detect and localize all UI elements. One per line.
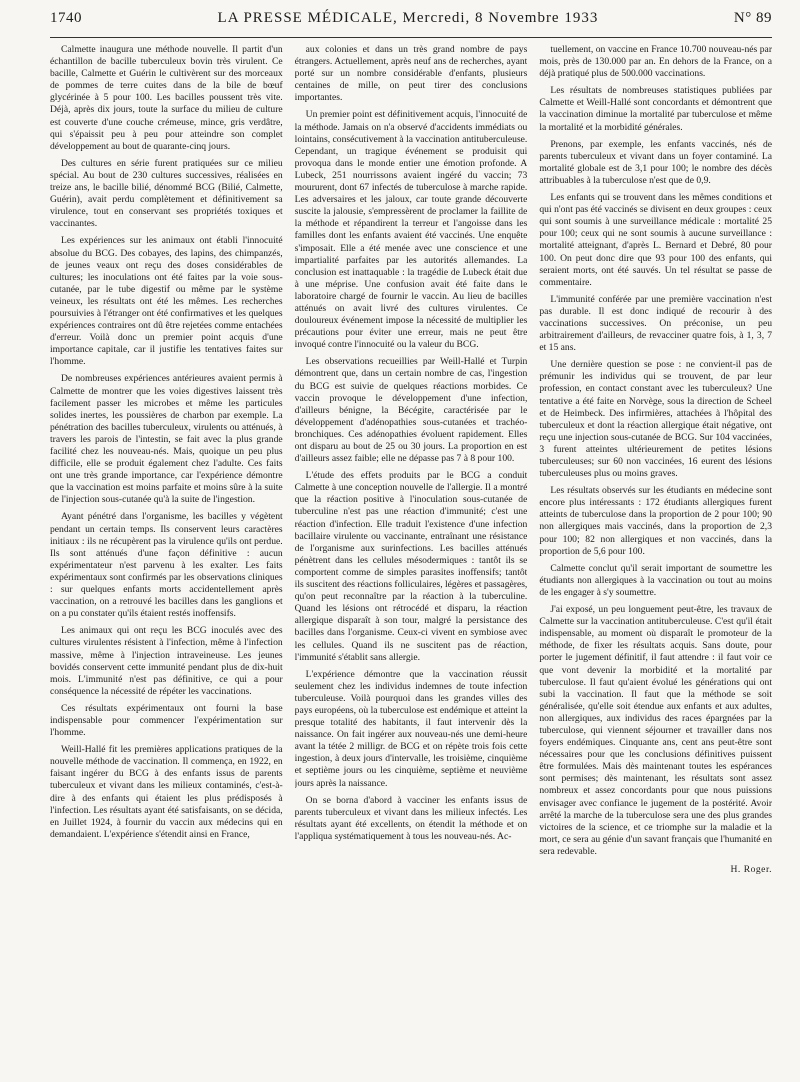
author-signature: H. Roger. [730, 864, 772, 875]
paragraph: Des cultures en série furent pratiquées sur ce milieu spécial. Au bout de 230 cultures successives, réalisées en treize ans, le bacille bilié, dénommé BCG (Bilié, Calmette, Guérin), avait perdu complètement et définitivement sa virulence, tout en conservant ses propriétés toxiques et vaccinantes. [50, 157, 283, 230]
paragraph: J'ai exposé, un peu longuement peut-être, les travaux de Calmette sur la vaccination antituberculeuse. C'est qu'il était indispensable, au moment où disparaît le promoteur de la méthode, de fixer les résultats acquis. Sans doute, pour porter le jugement définitif, il faut attendre : il faut voir ce que vont devenir la morbidité et la mortalité par tuberculose. Il faut qu'aient évolué les générations qui ont subi la vaccination. Il faut que la méthode se soit généralisée, qu'elle soit étendue aux enfants et aux adultes, non allergiques, aux individus des races épargnées par la tuberculose, qui viennent séjourner et travailler dans nos foyers endémiques. Cinquante ans, cent ans peut-être sont nécessaires pour que les conclusions définitives puissent être formulées. Mais dès maintenant toutes les espérances sont permises; dès maintenant, les résultats sont assez nombreux et assez concordants pour que nous puissions envisager avec confiance le jugement de la postérité. Avoir arrêté la marche de la tuberculose sera une des plus grandes victoires de la science, et ce triomphe sur la maladie et la mort, ce sera au génie d'un savant français que l'humanité en sera redevable. [539, 604, 772, 857]
article-columns [50, 44, 772, 1074]
paragraph: Ayant pénétré dans l'organisme, les bacilles y végètent pendant un certain temps. Ils conservent leurs caractères initiaux : ils ne récupèrent pas la virulence qu'ils ont perdue. Ils sont atténués d'une façon définitive : aucun expérimentateur n'est parvenu à les exalter. Les faits expérimentaux sont confirmés par les observations cliniques : sur quelques enfants morts accidentellement après vaccination, on a retrouvé les bacilles dans les ganglions et on a pu constater qu'ils étaient restés inoffensifs. [50, 511, 283, 620]
paragraph: L'immunité conférée par une première vaccination n'est pas durable. Il est donc indiqué de recourir à des vaccinations successives. On préconise, un peu arbitrairement d'ailleurs, de revacciner quatre fois, à 1, 3, 7 et 15 ans. [539, 293, 772, 354]
paragraph: Weill-Hallé fit les premières applications pratiques de la nouvelle méthode de vaccination. Il commença, en 1922, en faisant ingérer du BCG à des enfants issus de parents tuberculeux et vivant dans les milieux contaminés, c'est-à-dire à des enfants qui étaient les plus prédisposés à l'infection. Les résultats ayant été satisfaisants, on se décida, en Juillet 1924, à fournir du vaccin aux médecins qui en demandaient. L'expérience s'étendit ainsi en France, [50, 744, 283, 840]
paragraph: Ces résultats expérimentaux ont fourni la base indispensable pour commencer l'expérimentation sur l'homme. [50, 702, 283, 739]
column-3 [539, 44, 772, 1074]
paragraph: Les expériences sur les animaux ont établi l'innocuité absolue du BCG. Des cobayes, des lapins, des chimpanzés, de jeunes veaux ont reçu des doses considérables de cultures; les inoculations ont été faites par la voie sous-cutanée, par le tube digestif ou même par le système veineux, les résultats ont été les mêmes. Les recherches poursuivies à l'étranger ont été confirmatives et les quelques expériences contraires ont dû être rejetées comme entachées d'erreur. Voilà donc un premier point acquis d'une importance capitale, car il justifie les tentatives faites sur l'homme. [50, 235, 283, 368]
paragraph: Une dernière question se pose : ne convient-il pas de prémunir les individus qui se trouvent, de par leur profession, en contact constant avec les tuberculeux? Une tentative a été faite en Norvège, sous la direction de Scheel et de Heimbeck. Des infirmières, attachées à l'hôpital des tuberculeux et dont la réaction allergique était négative, ont reçu une injection sous-cutanée de BCG. Sur 104 vaccinées, 3 furent atteintes ultérieurement de petites lésions tuberculeuses; sur 60 non vaccinées, 16 eurent des lésions tuberculeuses plus ou moins graves. [539, 359, 772, 480]
paragraph: Les résultats observés sur les étudiants en médecine sont encore plus intéressants : 172 étudiants allergiques furent atteints de tuberculose dans la proportion de 2 pour 100; 90 non allergiques mais vaccinés, dans la proportion de 2,3 pour 100; 82 non allergiques et non vaccinés, dans la proportion de 5,6 pour 100. [539, 485, 772, 557]
paragraph: tuellement, on vaccine en France 10.700 nouveau-nés par mois, près de 130.000 par an. En dehors de la France, on a déjà pratiqué plus de 500.000 vaccinations. [539, 44, 772, 80]
paragraph: Calmette inaugura une méthode nouvelle. Il partit d'un échantillon de bacille tuberculeux bovin très virulent. Ce bacille, Calmette et Guérin le cultivèrent sur des morceaux de pommes de terre cuites dans de la bile de bœuf glycérinée à 5 pour 100. Les bacilles poussent très vite. Déjà, après dix jours, toute la surface du milieu de culture est couverte d'une couche crémeuse, mince, gris verdâtre, qui s'épaissit peu à peu pour atteindre son complet développement au bout de quarante-cinq jours. [50, 44, 283, 152]
paragraph: L'expérience démontre que la vaccination réussit seulement chez les individus indemnes de toute infection tuberculeuse. Voilà pourquoi dans les grandes villes des pays européens, où la tuberculose est endémique et atteint la presque totalité des habitants, il faut intervenir dès la naissance. On fait ingérer aux nouveau-nés une demi-heure avant la tétée 2 milligr. de BCG et on répète trois fois cette ingestion, à deux jours d'intervalle, les troisième, cinquième et septième jours ou les cinquième, septième et neuvième jours après la naissance. [294, 668, 528, 789]
journal-title: LA PRESSE MÉDICALE, Mercredi, 8 Novembre 1933 [217, 10, 599, 26]
paragraph: Prenons, par exemple, les enfants vaccinés, nés de parents tuberculeux et vivant dans un foyer contaminé. La mortalité globale est de 3,1 pour 100; le nombre des décès attribuables à la tuberculose n'est que de 0,9. [539, 138, 772, 186]
issue-number: N° 89 [733, 10, 772, 26]
paragraph: Les résultats de nombreuses statistiques publiées par Calmette et Weill-Hallé sont concordants et démontrent que la vaccination diminue la mortalité par tuberculose et même la mortalité et la morbidité générales. [539, 85, 772, 133]
paragraph: aux colonies et dans un très grand nombre de pays étrangers. Actuellement, après neuf ans de recherches, ayant porté sur un nombre considérable d'enfants, plusieurs centaines de mille, on peut tirer des conclusions importantes. [294, 44, 528, 104]
page-number: 1740 [50, 10, 82, 26]
paragraph: De nombreuses expériences antérieures avaient permis à Calmette de montrer que les voies digestives laissent très facilement passer les microbes et même les particules solides inertes, les poussières de charbon par exemple. La pénétration des bacilles tuberculeux, virulents ou atténués, à travers les parois de l'intestin, se fait avec la plus grande facilité chez les nouveau-nés. Mais, quoique un peu plus difficile, elle se produit également chez l'adulte. Ces faits ont une très grande importance, car l'expérience démontre que la vaccination est moins parfaite et moins sûre à la suite de l'injection sous-cutanée qu'à la suite de l'ingestion. [50, 373, 283, 506]
paragraph: Les enfants qui se trouvent dans les mêmes conditions et qui n'ont pas été vaccinés se divisent en deux groupes : ceux qui sont soumis à une surveillance médicale : mortalité 25 pour 100; ceux qui ne sont soumis à aucune surveillance : mortalité atteignant, d'après L. Bernard et Debré, 80 pour 100. On peut donc dire que 93 pour 100 des enfants, qui seraient morts, ont été sauvés. Un tel résultat se passe de commentaire. [539, 192, 772, 288]
paragraph: Un premier point est définitivement acquis, l'innocuité de la méthode. Jamais on n'a observé d'accidents immédiats ou lointains, consécutivement à la vaccination antituberculeuse. Cependant, un tragique événement se produisit qui provoqua dans le monde entier une émotion profonde. A Lubeck, 251 nourrissons avaient ingéré du vaccin; 73 moururent, dont 67 infectés de tuberculose à marche rapide. Les adversaires et les jaloux, car toute grande découverte suscite la jalousie, s'empressèrent de proclamer la faillite de la méthode et répandirent la terreur et l'angoisse dans les familles dont les enfants avaient été vaccinés. Une enquête s'imposait. Elle a été menée avec une conscience et une impartialité parfaites par les autorités allemandes. La conclusion est inattaquable : la tragédie de Lubeck était due à une méprise. Une confusion avait été faite dans le laboratoire chargé de fournir le vaccin. Au lieu de bacilles atténués on avait livré des cultures virulentes. Ce douloureux événement impose la nécessité de multiplier les précautions pour éviter une erreur, mais ne peut être invoqué contre l'innocuité ou la valeur du BCG. [294, 109, 528, 351]
paragraph: Les observations recueillies par Weill-Hallé et Turpin démontrent que, dans un certain nombre de cas, l'ingestion du BCG est suivie de quelques réactions morbides. Ce vaccin provoque le développement d'une infection, d'ailleurs bénigne, la Bécégite, caractérisée par le développement d'adénopathies sous-cutanées et trachéo-bronchiques. Ces adénopathies évoluent rapidement. Elles ont disparu au bout de 25 ou 30 jours. La proportion en est d'ailleurs assez faible; elle ne dépasse pas 7 à 8 pour 100. [294, 356, 528, 465]
paragraph: Calmette conclut qu'il serait important de soumettre les étudiants non allergiques à la vaccination ou tout au moins de les engager à s'y soumettre. [539, 562, 772, 598]
paragraph: L'étude des effets produits par le BCG a conduit Calmette à une conception nouvelle de l'allergie. Il a montré que la réaction positive à l'inoculation sous-cutanée de tuberculine n'est pas une réaction d'immunité; c'est une réaction d'infection. Elle traduit l'existence d'une infection bacillaire virulente ou vaccinante, entraînant une résistance de l'organisme aux surinfections. Les bacilles atténués pénètrent dans les cellules mésodermiques : tantôt ils se comportent comme de simples parasites inoffensifs; tantôt ils suscitent des réactions folliculaires, légères et passagères, qu'on peut reconnaître par la réaction à la tuberculine. Quand les lésions ont rétrocédé et disparu, la réaction allergique disparaît à son tour, malgré la persistance des bacilles dans l'organisme. Ceux-ci vivent en symbiose avec les cellules. Quand ils ne suscitent pas de réaction, l'immunité s'établit sans allergie. [294, 470, 528, 663]
column-2 [295, 44, 528, 1074]
paragraph: Les animaux qui ont reçu les BCG inoculés avec des cultures virulentes résistent à l'infection, même à l'infection massive, même à l'injection intraveineuse. Les jeunes bovidés conservent cette immunité pendant plus de dix-huit mois. L'immunité n'est pas définitive, ce qui a pour conséquence la nécessité de répéter les vaccinations. [50, 625, 283, 697]
column-1 [50, 44, 283, 1074]
paragraph: On se borna d'abord à vacciner les enfants issus de parents tuberculeux et vivant dans les milieux infectés. Les résultats ayant été excellents, on étendit la méthode et on l'appliqua systématiquement à tous les nouveau-nés. Ac- [294, 794, 528, 842]
page-header [50, 10, 772, 38]
